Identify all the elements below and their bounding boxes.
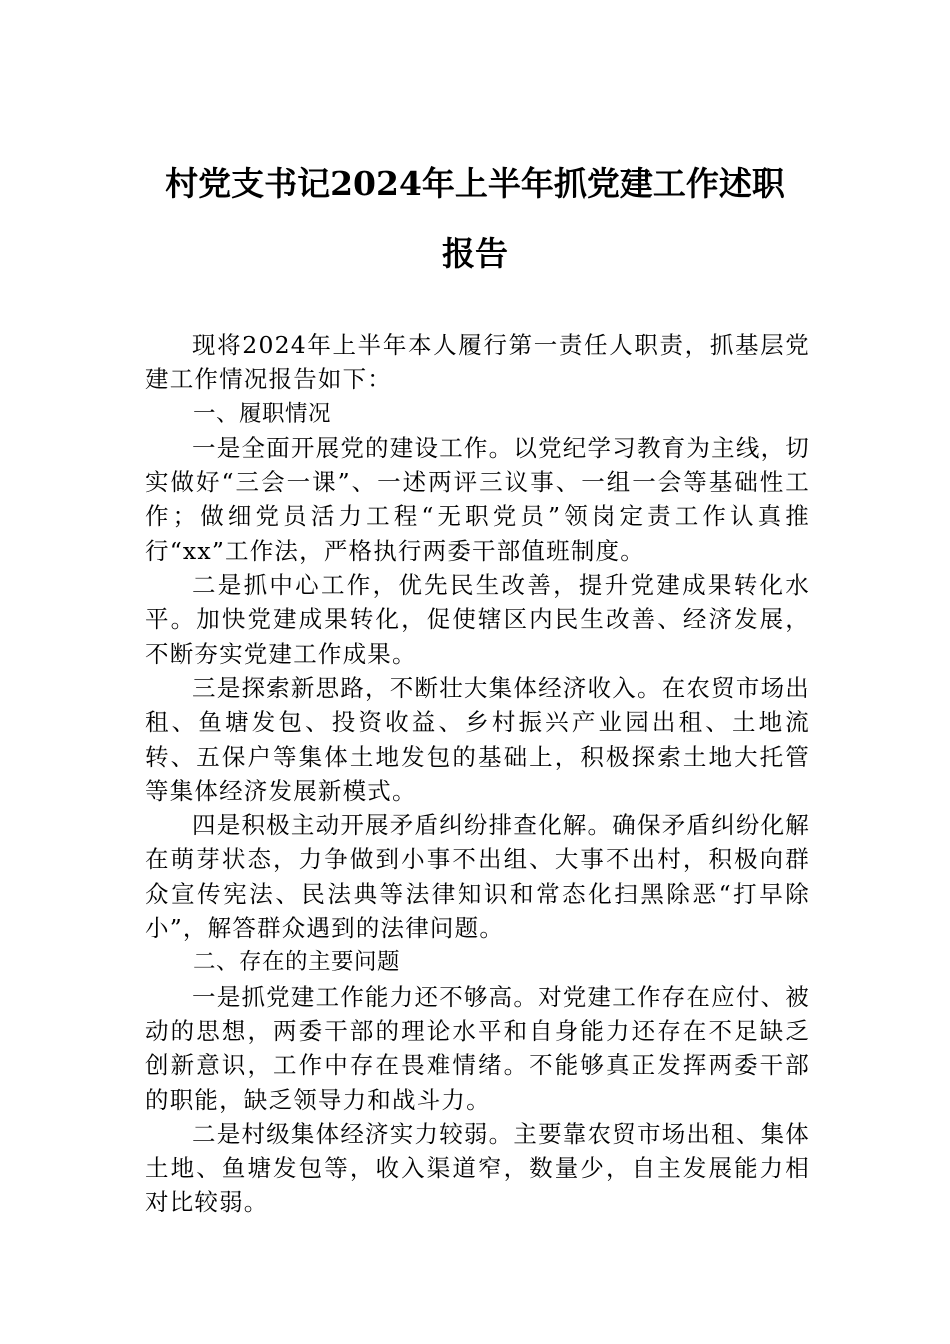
document-title-line-2: 报告 <box>442 234 508 273</box>
section1-paragraph-3: 三是探索新思路，不断壮大集体经济收入。在农贸市场出租、鱼塘发包、投资收益、乡村振兴产业园出租、土地流转、五保户等集体土地发包的基础上，积极探索土地大托管等集体经济发展新模式。 <box>145 673 810 805</box>
section2-paragraph-2: 二是村级集体经济实力较弱。主要靠农贸市场出租、集体土地、鱼塘发包等，收入渠道窄，数量少，自主发展能力相对比较弱。 <box>145 1119 810 1217</box>
section2-paragraph-1: 一是抓党建工作能力还不够高。对党建工作存在应付、被动的思想，两委干部的理论水平和自身能力还存在不足缺乏创新意识，工作中存在畏难情绪。不能够真正发挥两委干部的职能，缺乏领导力和战斗力。 <box>145 982 810 1114</box>
section-heading-problems: 二、存在的主要问题 <box>193 949 401 976</box>
document-title-line-1: 村党支书记2024年上半年抓党建工作述职 <box>165 164 785 203</box>
section1-paragraph-4: 四是积极主动开展矛盾纠纷排查化解。确保矛盾纠纷化解在萌芽状态，力争做到小事不出组、大事不出村，积极向群众宣传宪法、民法典等法律知识和常态化扫黑除恶“打早除小”，解答群众遇到的法律问题。 <box>145 811 810 943</box>
section-heading-performance: 一、履职情况 <box>193 400 332 427</box>
section1-paragraph-1: 一是全面开展党的建设工作。以党纪学习教育为主线，切实做好“三会一课”、一述两评三议事、一组一会等基础性工作；做细党员活力工程“无职党员”领岗定责工作认真推行“xx”工作法，严格执行两委干部值班制度。 <box>145 433 810 565</box>
document-body <box>145 328 810 1220</box>
intro-paragraph: 现将2024年上半年本人履行第一责任人职责，抓基层党建工作情况报告如下： <box>145 331 810 394</box>
section1-paragraph-2: 二是抓中心工作，优先民生改善，提升党建成果转化水平。加快党建成果转化，促使辖区内民生改善、经济发展，不断夯实党建工作成果。 <box>145 571 810 668</box>
